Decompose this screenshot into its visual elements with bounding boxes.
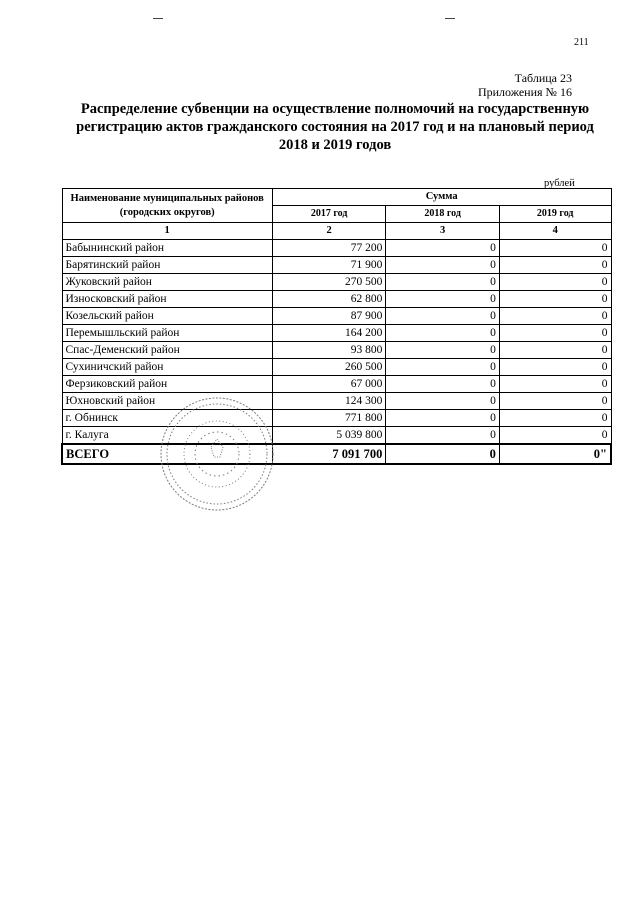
table-row [62, 291, 611, 308]
document-title: Распределение субвенции на осуществление полномочий на государственную регистрацию актов гражданского состояния на 2017 год и на плановый период 2018 и 2019 годов [76, 101, 594, 153]
row-value-2019: 0 [499, 410, 611, 427]
row-name: Барятинский район [62, 257, 272, 274]
table-row [62, 342, 611, 359]
row-value-2018: 0 [386, 342, 500, 359]
table-row [62, 359, 611, 376]
row-value-2017: 87 900 [272, 308, 386, 325]
table-row [62, 240, 611, 257]
row-value-2018: 0 [386, 325, 500, 342]
header-name: Наименование муниципальных районов (городских округов) [62, 189, 272, 223]
column-number: 2 [272, 223, 386, 240]
total-2019: 0" [499, 444, 611, 464]
row-value-2017: 67 000 [272, 376, 386, 393]
row-name: г. Обнинск [62, 410, 272, 427]
row-name: Козельский район [62, 308, 272, 325]
row-value-2019: 0 [499, 427, 611, 445]
row-value-2018: 0 [386, 257, 500, 274]
row-value-2019: 0 [499, 376, 611, 393]
row-value-2018: 0 [386, 240, 500, 257]
row-value-2019: 0 [499, 240, 611, 257]
table-row [62, 410, 611, 427]
column-number: 1 [62, 223, 272, 240]
header-sum: Сумма [272, 189, 611, 206]
total-2018: 0 [386, 444, 500, 464]
row-name: Спас-Деменский район [62, 342, 272, 359]
row-value-2019: 0 [499, 257, 611, 274]
column-number: 3 [386, 223, 500, 240]
subvention-table [61, 188, 612, 465]
row-value-2018: 0 [386, 308, 500, 325]
row-value-2018: 0 [386, 274, 500, 291]
row-name: Сухиничский район [62, 359, 272, 376]
total-label: ВСЕГО [62, 444, 272, 464]
row-value-2017: 77 200 [272, 240, 386, 257]
table-row [62, 308, 611, 325]
table-row [62, 427, 611, 445]
row-value-2017: 771 800 [272, 410, 386, 427]
row-name: г. Калуга [62, 427, 272, 445]
table-row [62, 325, 611, 342]
row-value-2018: 0 [386, 410, 500, 427]
row-value-2017: 270 500 [272, 274, 386, 291]
header-year-2017: 2017 год [272, 206, 386, 223]
row-value-2017: 124 300 [272, 393, 386, 410]
row-value-2019: 0 [499, 291, 611, 308]
total-2017: 7 091 700 [272, 444, 386, 464]
appendix-label: Приложения № 16 [477, 85, 572, 99]
row-value-2019: 0 [499, 359, 611, 376]
official-seal-stamp [153, 395, 281, 513]
page-number: 211 [574, 37, 589, 48]
row-name: Юхновский район [62, 393, 272, 410]
scan-mark [445, 18, 455, 19]
row-value-2019: 0 [499, 308, 611, 325]
row-value-2018: 0 [386, 359, 500, 376]
column-number: 4 [499, 223, 611, 240]
row-value-2019: 0 [499, 342, 611, 359]
total-row [62, 444, 611, 464]
table-label: Таблица 23 [514, 71, 572, 85]
row-value-2018: 0 [386, 427, 500, 445]
row-value-2017: 164 200 [272, 325, 386, 342]
table-row [62, 376, 611, 393]
row-value-2018: 0 [386, 376, 500, 393]
row-value-2017: 93 800 [272, 342, 386, 359]
row-value-2017: 5 039 800 [272, 427, 386, 445]
row-value-2018: 0 [386, 291, 500, 308]
row-value-2019: 0 [499, 325, 611, 342]
row-value-2018: 0 [386, 393, 500, 410]
table-row [62, 393, 611, 410]
row-name: Ферзиковский район [62, 376, 272, 393]
unit-label: рублей [544, 178, 575, 189]
row-name: Износковский район [62, 291, 272, 308]
table-row [62, 274, 611, 291]
table-row [62, 257, 611, 274]
header-year-2019: 2019 год [499, 206, 611, 223]
row-value-2017: 62 800 [272, 291, 386, 308]
row-value-2017: 260 500 [272, 359, 386, 376]
row-value-2017: 71 900 [272, 257, 386, 274]
header-year-2018: 2018 год [386, 206, 500, 223]
row-name: Жуковский район [62, 274, 272, 291]
row-name: Бабынинский район [62, 240, 272, 257]
row-value-2019: 0 [499, 274, 611, 291]
row-value-2019: 0 [499, 393, 611, 410]
table-body [62, 240, 611, 445]
scan-mark [153, 18, 163, 19]
row-name: Перемышльский район [62, 325, 272, 342]
